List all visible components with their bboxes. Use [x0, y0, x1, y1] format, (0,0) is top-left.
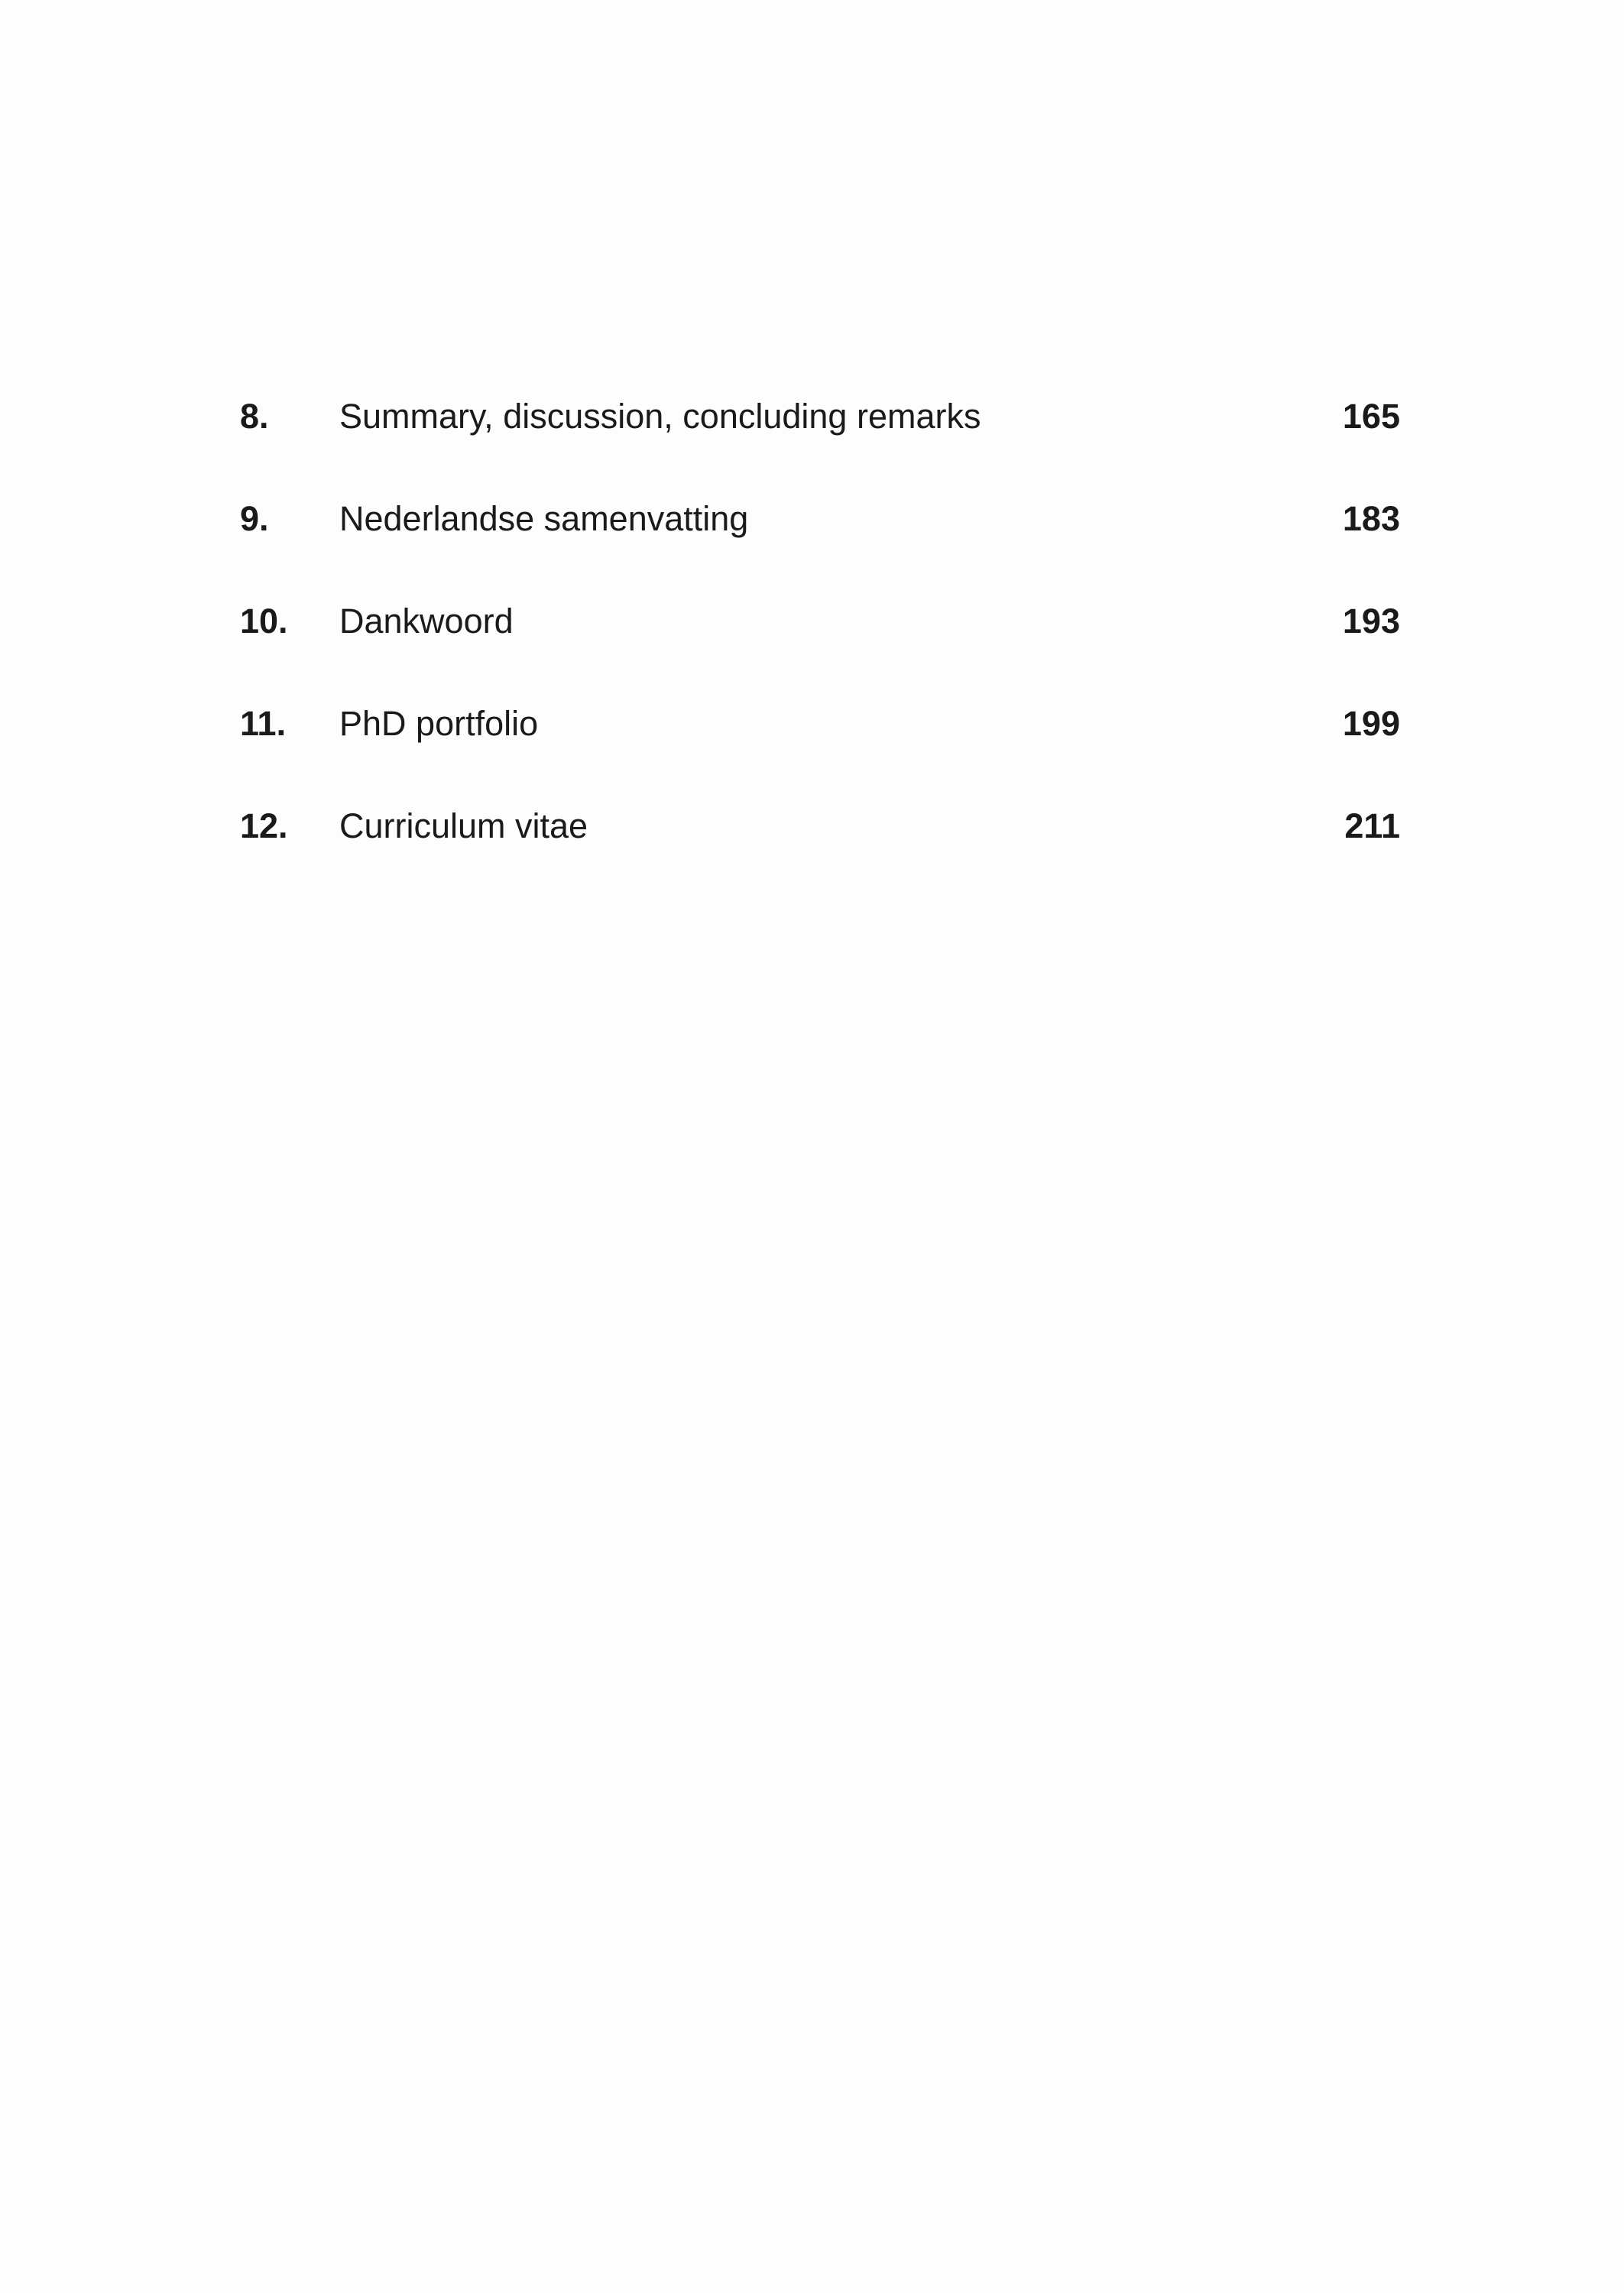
table-of-contents: [240, 386, 1400, 898]
chapter-title: Curriculum vitae: [339, 806, 588, 845]
page-number: 199: [1342, 704, 1400, 743]
toc-entry-phd-portfolio: [240, 693, 1400, 796]
toc-entry-curriculum-vitae: [240, 796, 1400, 898]
chapter-number: 11.: [240, 704, 287, 743]
toc-entry-dankwoord: [240, 591, 1400, 693]
chapter-number: 10.: [240, 602, 288, 641]
page-number: 193: [1342, 602, 1400, 641]
chapter-title: Dankwoord: [339, 602, 514, 641]
chapter-number: 8.: [240, 397, 269, 436]
toc-entry-summary: [240, 386, 1400, 488]
chapter-number: 12.: [240, 806, 288, 845]
chapter-number: 9.: [240, 499, 269, 538]
chapter-title: Nederlandse samenvatting: [339, 499, 749, 538]
page-number: 211: [1344, 806, 1400, 845]
page-number: 183: [1342, 499, 1400, 538]
chapter-title: Summary, discussion, concluding remarks: [339, 397, 981, 436]
page-number: 165: [1342, 397, 1400, 436]
chapter-title: PhD portfolio: [339, 704, 539, 743]
toc-entry-samenvatting: [240, 488, 1400, 591]
